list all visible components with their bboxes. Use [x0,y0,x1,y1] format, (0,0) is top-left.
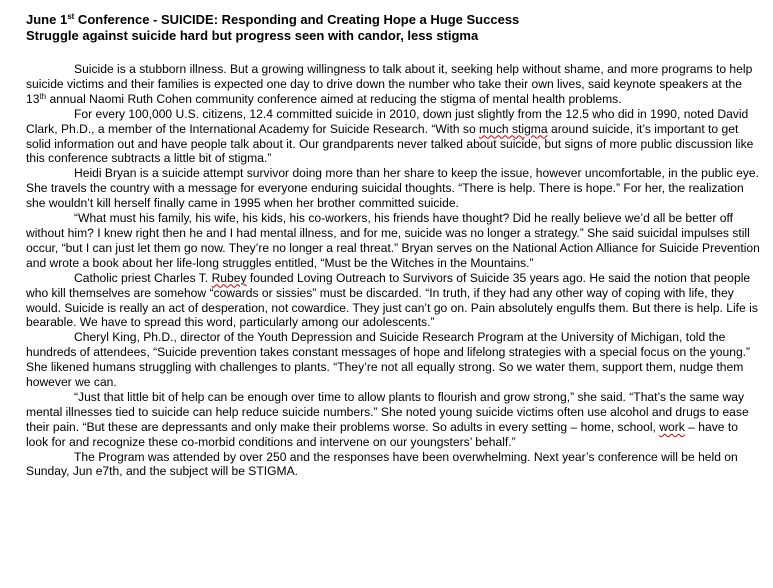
paragraph-4: “What must his family, his wife, his kids, his co-workers, his friends have thought? Did he really believe we’d all be better off without him? I knew right then he and I had mental illness, and for me, suicide was no longer a strategy.” She said suicidal impulses still occur, “but I can just let them go now. They’re no longer a real threat.” Bryan serves on the National Action Alliance for Suicide Prevention and wrote a book about her life-long struggles entitled, “Must be the Witches in the Mountains.” [26,211,760,270]
paragraph-2 [26,107,762,167]
paragraph-2-text-a: For every 100,000 U.S. citizens, 12.4 committed suicide in 2010, down just slightly from the 12.5 who did in 1990, noted David Clark, Ph.D., a member of the International Academy for Suicide Research. “With so [26,106,749,136]
paragraph-3: Heidi Bryan is a suicide attempt survivor doing more than her share to keep the issue, however uncomfortable, in the public eye. She travels the country with a message for everyone enduring suicidal thoughts. “There is help. There is hope.” For her, the realization she wouldn’t kill herself finally came in 1995 when her brother committed suicide. [26,166,760,211]
headline [26,12,762,44]
headline-line-1-suffix: Conference - SUICIDE: Responding and Creating Hope a Huge Success [74,12,520,27]
document-page [26,12,762,479]
paragraph-7 [26,390,762,450]
paragraph-8: The Program was attended by over 250 and the responses have been overwhelming. Next year’s conference will be held on Sunday, Jun e7th, and the subject will be STIGMA. [26,449,738,479]
spellcheck-flag[interactable]: work [659,419,685,434]
paragraph-5-text-b: founded Loving Outreach to Survivors of Suicide 35 years ago. He said the notion that people who kill themselves are somehow “cowards or sissies” must be discarded. “In truth, if they had any other way of coping with life, they would. Suicide is really an act of desperation, not cowardice. They just can’t go on. Pain absolutely engulfs them. But there is help. Life is bearable. We have to spread this word, particularly among our adolescents.” [26,270,758,330]
paragraph-7-text-a: “Just that little bit of help can be enough over time to allow plants to flourish and grow strong,” she said. “That’s the same way mental illnesses tied to suicide can help reduce suicide numbers.” She noted young suicide victims often use alcohol and drugs to ease their pain. “But these are depressants and only make their problems worse. So adults in every setting – home, school, [26,389,749,434]
spellcheck-flag[interactable]: Rubey [211,270,247,285]
paragraph-5 [26,271,762,331]
paragraph-2-text-b: around suicide, it’s important to get solid information out and have people talk about it. Our grandparents never talked about suicide, but signs of more public discussion like this conference subtracts a little bit of stigma.” [26,121,754,166]
headline-line-1-prefix: June 1 [26,12,68,27]
headline-ordinal-suffix: st [67,12,75,21]
spellcheck-flag[interactable]: much stigma [479,121,548,136]
paragraph-7-text-b: – have to look for and recognize these co-morbid conditions and intervene on our youngsters’ behalf.” [26,419,738,449]
paragraph-1-text-b: annual Naomi Ruth Cohen community conference aimed at reducing the stigma of mental health problems. [46,91,622,106]
paragraph-1-text-a: Suicide is a stubborn illness. But a growing willingness to talk about it, seeking help without shame, and more programs to help suicide victims and their families is expected one day to drive down the number who take their own lives, said keynote speakers at the 13 [26,62,753,106]
ordinal-suffix: th [39,91,47,101]
paragraph-1 [26,62,762,107]
article-body [26,62,762,479]
paragraph-5-text-a: Catholic priest Charles T. [74,270,212,285]
headline-line-2: Struggle against suicide hard but progress seen with candor, less stigma [26,28,479,43]
headline-line-1 [26,12,762,28]
paragraph-6: Cheryl King, Ph.D., director of the Youth Depression and Suicide Research Program at the University of Michigan, told the hundreds of attendees, “Suicide prevention takes constant messages of hope and lifelong strategies with a special focus on the young.” She likened humans struggling with challenges to plants. “They’re not all equally strong. So we water them, support them, nudge them however we can. [26,330,751,390]
